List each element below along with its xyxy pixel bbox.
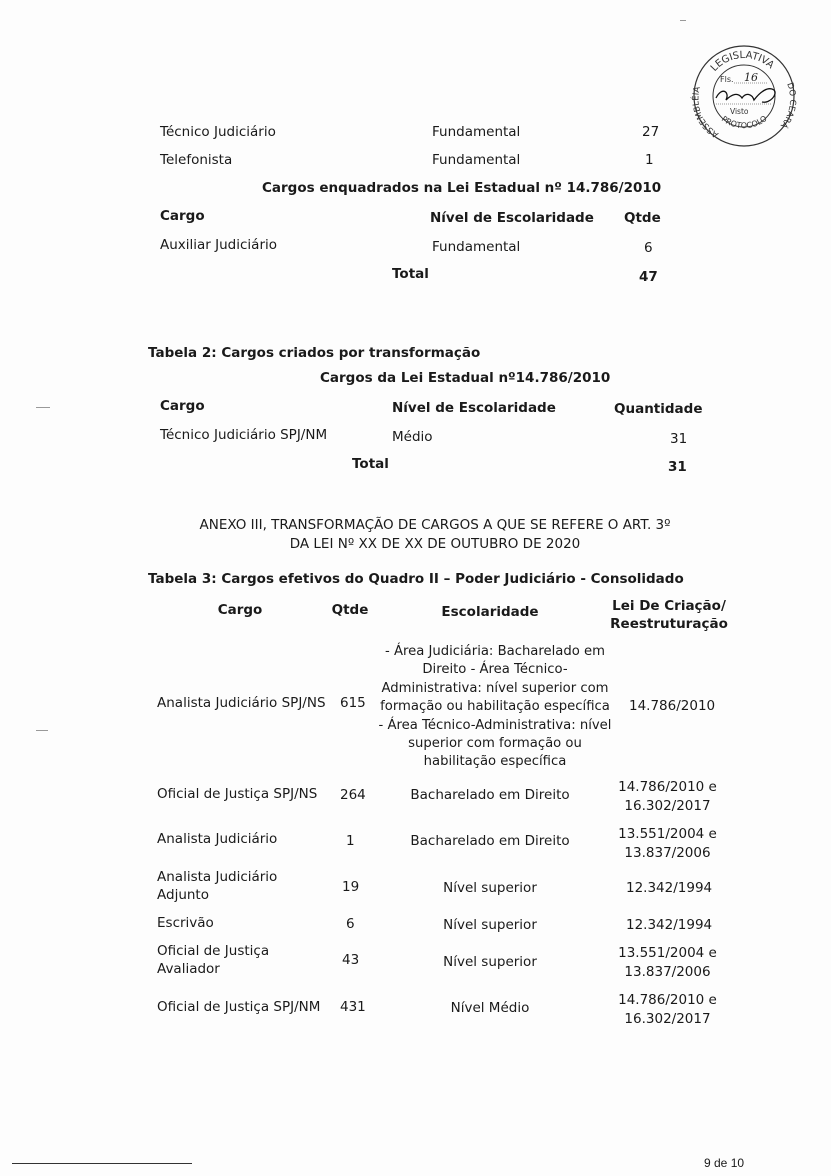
table3-row-2-escolaridade: Bacharelado em Direito — [410, 787, 570, 803]
table3-row-4-escolaridade: Nível superior — [443, 880, 537, 896]
stamp-bottom-text: PROTOCOLO — [719, 113, 769, 131]
page-number: 9 de 10 — [704, 1156, 745, 1170]
table3-header-escolaridade: Escolaridade — [441, 604, 539, 620]
table3-row-2-lei: 14.786/2010 e 16.302/2017 — [618, 779, 717, 814]
scan-mark — [680, 20, 686, 21]
signature-scribble — [716, 89, 775, 103]
table3-row-1-qtde: 615 — [340, 695, 366, 711]
protocol-stamp — [690, 42, 798, 150]
table2-total-label: Total — [352, 456, 389, 472]
table3-row-4-cargo: Analista Judiciário Adjunto — [157, 869, 278, 903]
table3-row-3-lei: 13.551/2004 e 13.837/2006 — [618, 826, 717, 861]
table3-row-6-escolaridade: Nível superior — [443, 954, 537, 970]
table2-title: Cargos da Lei Estadual nº14.786/2010 — [320, 370, 611, 386]
table1-row-2-cargo: Telefonista — [160, 152, 233, 168]
stamp-top-text: LEGISLATIVA — [708, 49, 776, 74]
table3-row-4-qtde: 19 — [342, 879, 360, 895]
table3-header-cargo: Cargo — [217, 602, 263, 618]
table3-header-qtde: Qtde — [331, 602, 369, 618]
table3-row-5-escolaridade: Nível superior — [443, 917, 537, 933]
table2-row-nivel: Médio — [392, 429, 433, 445]
table3-row-1-escolaridade: - Área Judiciária: Bacharelado em Direito - Área Técnico-Administrativa: nível superior com formação ou habilitação específica - Área Técnico-Administrativa: nível superior com formação ou habilitação específica — [378, 644, 612, 770]
stamp-visto-label: Visto — [730, 107, 749, 116]
table1b-header-qtde: Qtde — [624, 210, 661, 226]
table1b-row-nivel: Fundamental — [432, 239, 521, 255]
table2-header-cargo: Cargo — [160, 398, 205, 414]
table1b-row-cargo: Auxiliar Judiciário — [160, 237, 278, 253]
annex-title-line-1: ANEXO III, TRANSFORMAÇÃO DE CARGOS A QUE SE REFERE O ART. 3º — [199, 517, 671, 533]
table3-row-3-qtde: 1 — [346, 833, 355, 849]
stamp-left-text: ASSEMBLÉIA — [691, 85, 721, 140]
table1-row-2-nivel: Fundamental — [432, 152, 521, 168]
table3-row-5-qtde: 6 — [346, 916, 355, 932]
table1b-total-label: Total — [392, 266, 429, 282]
footer-rule — [12, 1163, 192, 1164]
scan-mark — [36, 730, 48, 731]
table3-row-7-qtde: 431 — [340, 999, 366, 1015]
table3-caption: Tabela 3: Cargos efetivos do Quadro II – Poder Judiciário - Consolidado — [148, 571, 684, 587]
table3-row-1-lei: 14.786/2010 — [629, 698, 716, 714]
table1-row-1-cargo: Técnico Judiciário — [160, 124, 276, 140]
table1-row-2-qtde: 1 — [645, 152, 654, 168]
table3-row-7-lei: 14.786/2010 e 16.302/2017 — [618, 992, 717, 1027]
table3-header-lei: Lei De Criação/ Reestruturação — [610, 598, 728, 632]
stamp-fls-label: Fls. — [720, 75, 734, 84]
stamp-fls-value: 16 — [744, 71, 758, 84]
table3-row-1-cargo: Analista Judiciário SPJ/NS — [157, 695, 326, 711]
stamp-right-text: DO CEARÁ — [778, 81, 798, 130]
annex-title-line-2: DA LEI Nº XX DE XX DE OUTUBRO DE 2020 — [289, 536, 581, 552]
table1b-header-cargo: Cargo — [160, 208, 205, 224]
table2-caption: Tabela 2: Cargos criados por transformação — [148, 345, 481, 361]
table1b-title: Cargos enquadrados na Lei Estadual nº 14.786/2010 — [262, 180, 662, 196]
table3-row-6-cargo: Oficial de Justiça Avaliador — [157, 943, 270, 977]
scan-mark — [36, 407, 50, 408]
table3-row-3-cargo: Analista Judiciário — [157, 831, 278, 847]
table3-row-3-escolaridade: Bacharelado em Direito — [410, 833, 570, 849]
table2-total-value: 31 — [668, 459, 687, 475]
table3-row-7-escolaridade: Nível Médio — [450, 1000, 530, 1016]
table3-row-7-cargo: Oficial de Justiça SPJ/NM — [157, 999, 321, 1015]
table2-header-qtde: Quantidade — [614, 401, 703, 417]
table3-row-2-cargo: Oficial de Justiça SPJ/NS — [157, 786, 318, 802]
table3-row-2-qtde: 264 — [340, 787, 366, 803]
table2-row-cargo: Técnico Judiciário SPJ/NM — [160, 427, 328, 443]
table3-row-6-lei: 13.551/2004 e 13.837/2006 — [618, 945, 717, 980]
table1b-total-value: 47 — [639, 269, 658, 285]
table2-row-qtde: 31 — [670, 431, 688, 447]
table1-row-1-qtde: 27 — [642, 124, 660, 140]
table3-row-4-lei: 12.342/1994 — [626, 880, 713, 896]
table3-row-6-qtde: 43 — [342, 952, 360, 968]
table3-row-5-lei: 12.342/1994 — [626, 917, 713, 933]
table2-header-nivel: Nível de Escolaridade — [392, 400, 556, 416]
table1b-row-qtde: 6 — [644, 240, 653, 256]
table3-row-5-cargo: Escrivão — [157, 915, 214, 931]
table1b-header-nivel: Nível de Escolaridade — [430, 210, 594, 226]
table1-row-1-nivel: Fundamental — [432, 124, 521, 140]
